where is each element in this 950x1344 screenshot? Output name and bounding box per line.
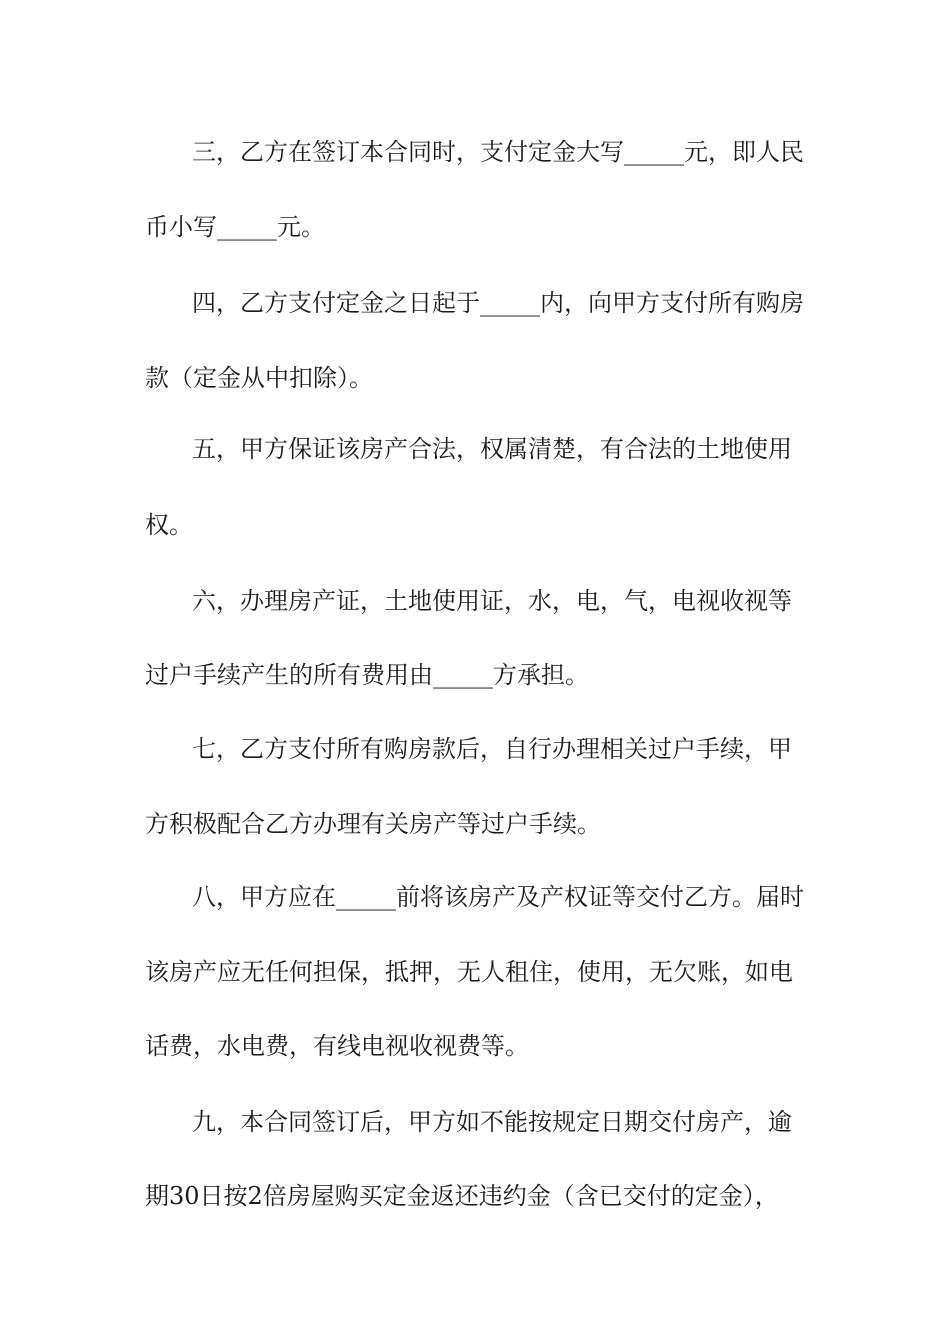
clause-7-line-1: 七，乙方支付所有购房款后，自行办理相关过户手续，甲 xyxy=(192,735,792,763)
clause-5-line-2: 权。 xyxy=(145,511,193,539)
clause-5-line-1: 五，甲方保证该房产合法，权属清楚，有合法的土地使用 xyxy=(192,435,792,463)
clause-8-line-2: 该房产应无任何担保，抵押，无人租住，使用，无欠账，如电 xyxy=(145,958,793,986)
clause-9-line-1: 九，本合同签订后，甲方如不能按规定日期交付房产，逾 xyxy=(192,1108,792,1136)
clause-4-line-2: 款（定金从中扣除）。 xyxy=(145,364,373,392)
clause-7-line-2: 方积极配合乙方办理有关房产等过户手续。 xyxy=(145,810,601,838)
clause-4-line-1: 四，乙方支付定金之日起于_____内，向甲方支付所有购房 xyxy=(192,289,804,317)
clause-8-line-3: 话费，水电费，有线电视收视费等。 xyxy=(145,1032,529,1060)
clause-3-line-1: 三，乙方在签订本合同时，支付定金大写_____元，即人民 xyxy=(192,138,804,166)
clause-8-line-1: 八，甲方应在_____前将该房产及产权证等交付乙方。届时 xyxy=(192,883,804,911)
clause-3-line-2: 币小写_____元。 xyxy=(145,213,325,241)
clause-6-line-2: 过户手续产生的所有费用由_____方承担。 xyxy=(145,661,589,689)
clause-6-line-1: 六，办理房产证，土地使用证，水，电，气，电视收视等 xyxy=(192,587,792,615)
clause-9-line-2: 期30日按2倍房屋购买定金返还违约金（含已交付的定金）， xyxy=(145,1182,779,1210)
